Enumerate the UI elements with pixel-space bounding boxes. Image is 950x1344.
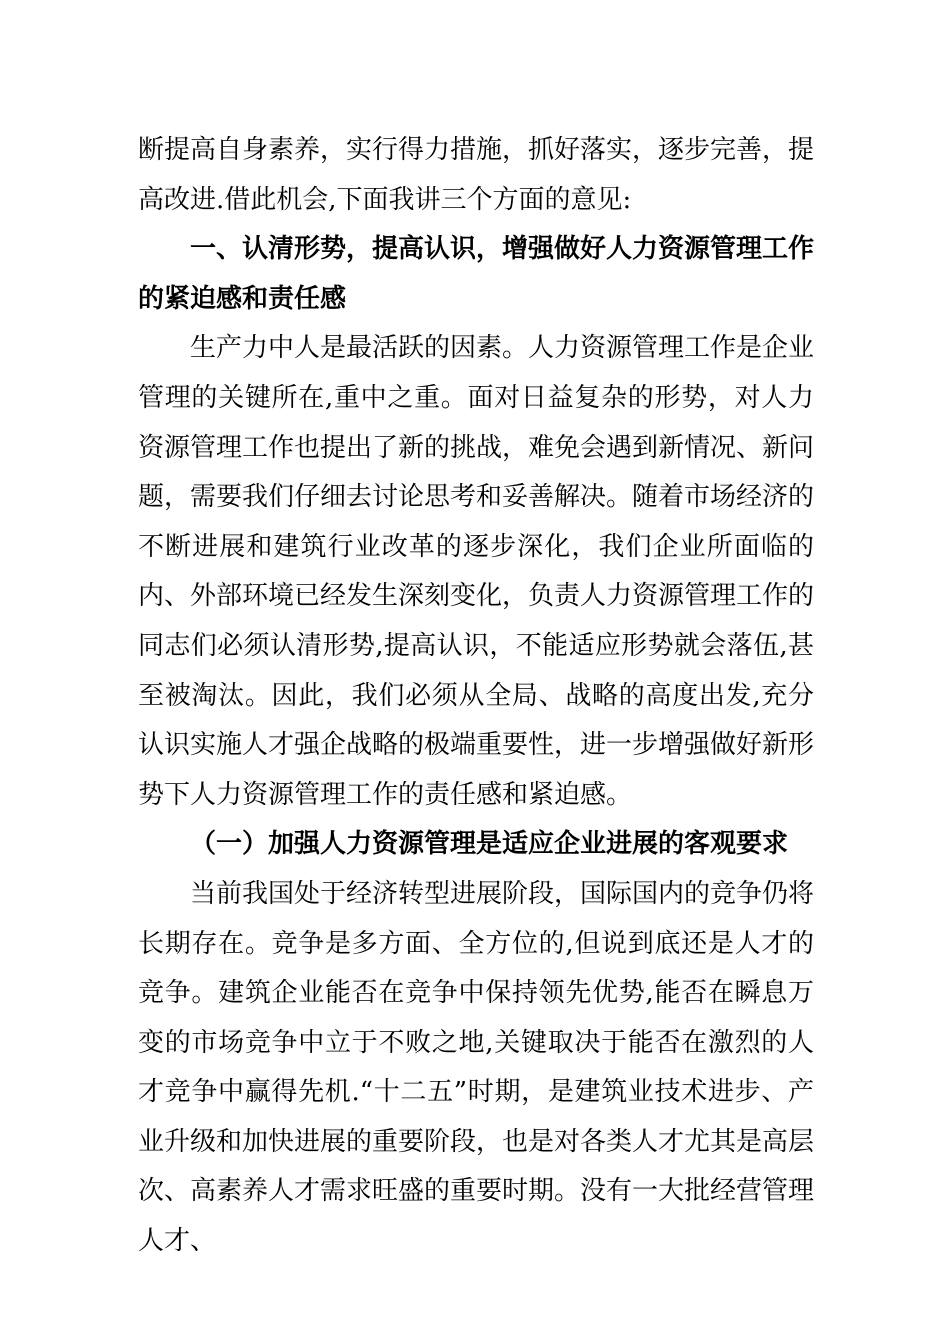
intro-paragraph: 断提高自身素养，实行得力措施，抓好落实，逐步完善，提高改进.借此机会,下面我讲三个方面的意见:: [138, 135, 815, 215]
document-body: [138, 126, 814, 1267]
section-1-paragraph: 生产力中人是最活跃的因素。人力资源管理工作是企业管理的关键所在,重中之重。面对日益复杂的形势，对人力资源管理工作也提出了新的挑战，难免会遇到新情况、新问题，需要我们仔细去讨论思考和妥善解决。随着市场经济的不断进展和建筑行业改革的逐步深化，我们企业所面临的内、外部环境已经发生深刻变化，负责人力资源管理工作的同志们必须认清形势,提高认识，不能适应形势就会落伍,甚至被淘汰。因此，我们必须从全局、战略的高度出发,充分认识实施人才强企战略的极端重要性，进一步增强做好新形势下人力资源管理工作的责任感和紧迫感。: [138, 333, 815, 810]
subsection-heading-1: （一）加强人力资源管理是适应企业进展的客观要求: [190, 829, 789, 860]
subsection-1-paragraph: 当前我国处于经济转型进展阶段，国际国内的竞争仍将长期存在。竞争是多方面、全方位的,但说到底还是人才的竞争。建筑企业能否在竞争中保持领先优势,能否在瞬息万变的市场竞争中立于不败之地,关键取决于能否在激烈的人才竞争中赢得先机.“十二五”时期，是建筑业技术进步、产业升级和加快进展的重要阶段，也是对各类人才尤其是高层次、高素养人才需求旺盛的重要时期。没有一大批经营管理人才、: [138, 878, 815, 1257]
section-heading-1: 一、认清形势，提高认识，增强做好人力资源管理工作的紧迫感和责任感: [138, 234, 815, 314]
